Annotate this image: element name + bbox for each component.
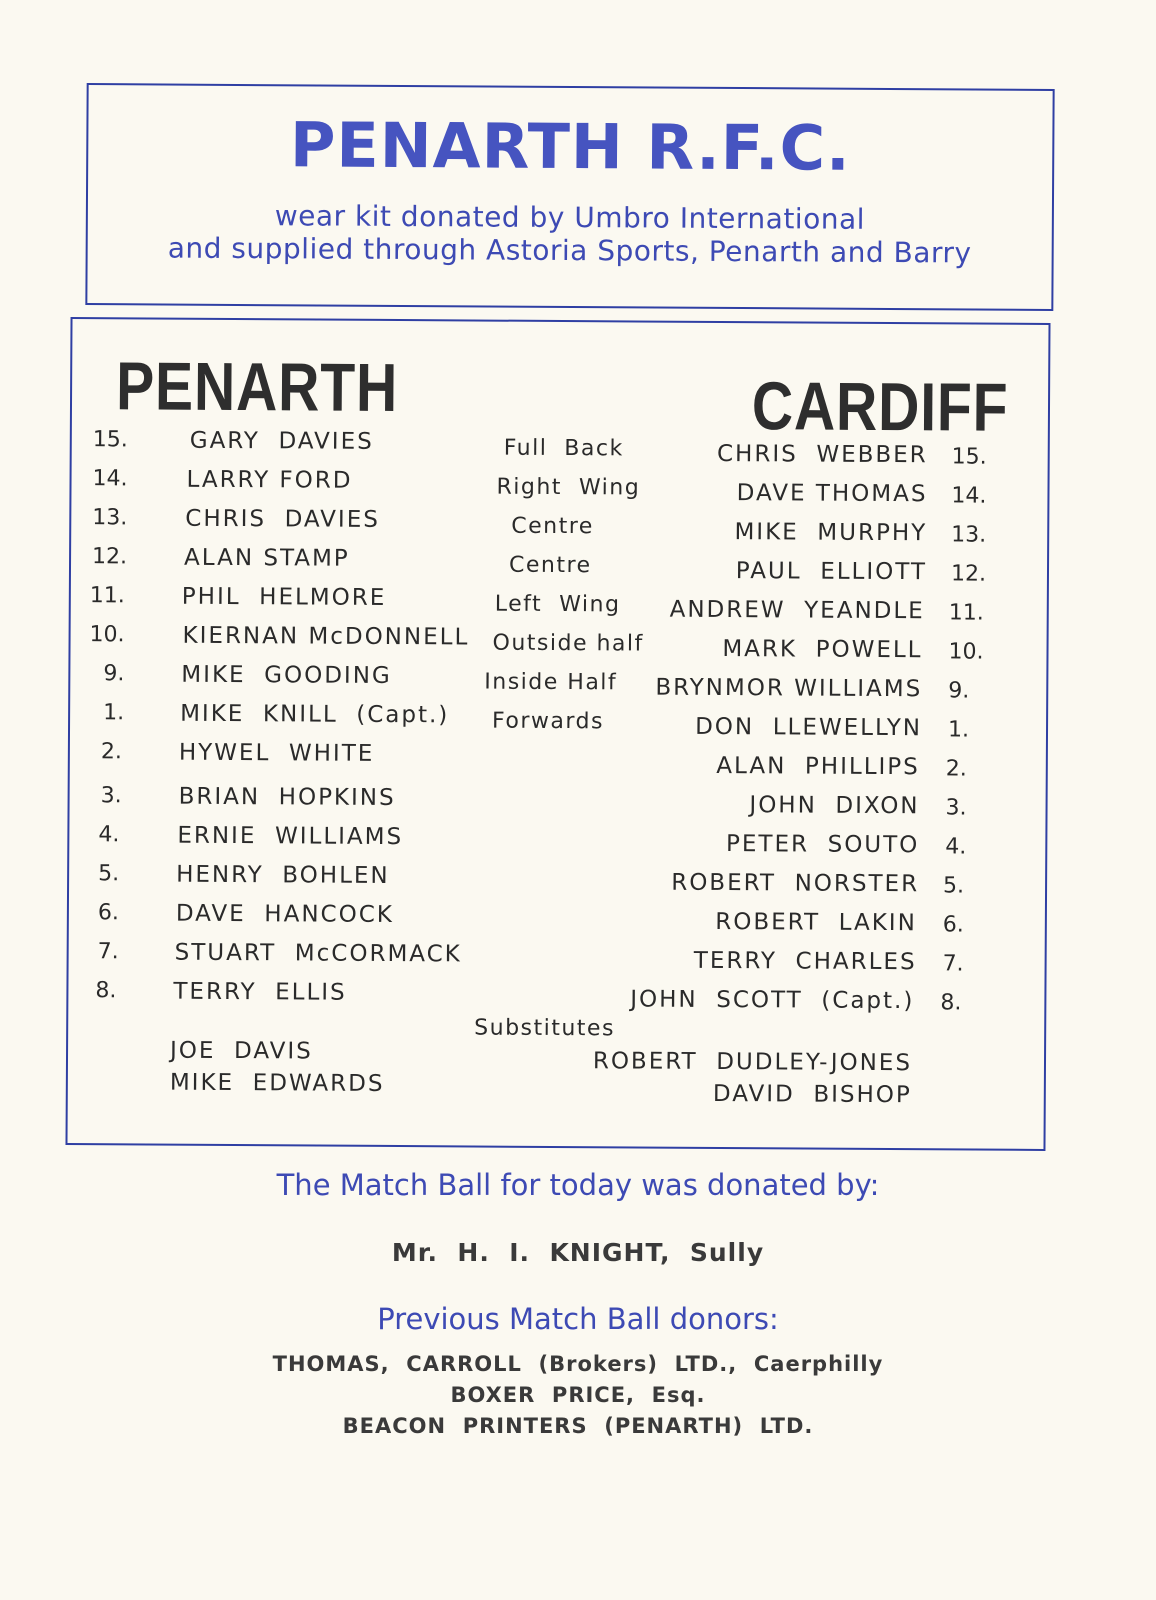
away-player-number: 9. [948, 678, 970, 704]
away-player-number: 15. [951, 444, 987, 470]
home-player-name: ALAN STAMP [183, 544, 350, 572]
position-label: Left Wing [494, 591, 621, 618]
match-ball-heading: The Match Ball for today was donated by: [276, 1168, 880, 1202]
away-player-number: 12. [950, 561, 987, 587]
home-player-name: KIERNAN McDONNELL [182, 622, 470, 651]
home-player-number: 6. [97, 900, 119, 926]
home-player-number: 10. [89, 622, 125, 648]
home-substitute: JOE DAVIS [169, 1037, 313, 1065]
position-label: Centre [511, 513, 594, 540]
position-label: Outside half [492, 630, 644, 657]
home-player-number: 4. [98, 822, 120, 848]
home-player-number: 12. [91, 544, 128, 570]
away-substitute: ROBERT DUDLEY-JONES [592, 1048, 913, 1077]
previous-donor: THOMAS, CARROLL (Brokers) LTD., Caerphilly [272, 1352, 884, 1376]
away-player-number: 10. [948, 639, 984, 665]
home-substitute: MIKE EDWARDS [169, 1069, 385, 1097]
away-player-name: DON LLEWELLYN [695, 713, 923, 742]
away-player-number: 13. [951, 522, 987, 548]
home-player-name: CHRIS DAVIES [185, 505, 380, 533]
home-player-name: HENRY BOHLEN [176, 861, 390, 889]
home-player-number: 3. [100, 783, 122, 809]
match-ball-donor: Mr. H. I. KNIGHT, Sully [391, 1238, 765, 1267]
home-player-number: 15. [92, 427, 128, 453]
substitutes-label: Substitutes [474, 1015, 616, 1042]
position-label: Inside Half [484, 669, 618, 696]
team-lineup-box [65, 317, 1050, 1151]
previous-donor: BEACON PRINTERS (PENARTH) LTD. [342, 1414, 814, 1438]
position-label: Centre [508, 552, 592, 579]
home-player-number: 2. [100, 739, 122, 765]
home-player-name: TERRY ELLIS [173, 978, 347, 1006]
away-player-name: TERRY CHARLES [693, 947, 917, 976]
kit-sponsor-box [85, 83, 1054, 311]
home-player-name: GARY DAVIES [189, 427, 374, 455]
previous-donors-heading: Previous Match Ball donors: [377, 1302, 779, 1336]
away-player-number: 2. [945, 756, 967, 782]
away-player-name: BRYNMOR WILLIAMS [655, 674, 923, 703]
away-player-number: 7. [942, 951, 964, 977]
home-player-number: 7. [97, 939, 119, 965]
away-player-name: ANDREW YEANDLE [669, 596, 925, 625]
position-label: Right Wing [496, 474, 641, 501]
away-player-name: ROBERT NORSTER [671, 869, 920, 898]
away-player-name: MIKE MURPHY [734, 519, 928, 547]
away-player-number: 8. [940, 990, 962, 1016]
away-player-number: 1. [947, 717, 970, 743]
away-player-number: 4. [945, 834, 967, 860]
home-player-name: HYWEL WHITE [178, 739, 375, 767]
away-player-number: 11. [948, 600, 984, 626]
home-player-number: 5. [98, 861, 120, 887]
away-substitute: DAVID BISHOP [712, 1080, 912, 1109]
position-label: Full Back [503, 435, 624, 462]
away-player-number: 3. [945, 795, 967, 821]
away-team-name: CARDIFF [751, 368, 1009, 446]
home-player-name: BRIAN HOPKINS [178, 783, 396, 812]
away-player-name: PETER SOUTO [725, 831, 920, 859]
away-player-name: ALAN PHILLIPS [716, 752, 920, 781]
home-player-name: MIKE GOODING [181, 661, 392, 689]
away-player-name: JOHN SCOTT (Capt.) [630, 986, 915, 1015]
away-player-number: 14. [951, 483, 987, 509]
club-title: PENARTH R.F.C. [289, 108, 851, 185]
home-player-name: STUART McCORMACK [174, 939, 462, 968]
kit-sponsor-line-2: and supplied through Astoria Sports, Penarth and Barry [167, 231, 972, 270]
away-player-name: MARK POWELL [722, 636, 923, 664]
home-player-number: 8. [95, 978, 117, 1004]
home-team-name: PENARTH [115, 348, 399, 427]
kit-sponsor-line-1: wear kit donated by Umbro International [274, 199, 866, 236]
home-player-name: LARRY FORD [186, 466, 353, 494]
home-player-name: MIKE KNILL (Capt.) [180, 700, 450, 729]
home-player-name: PHIL HELMORE [181, 583, 387, 611]
away-player-name: PAUL ELLIOTT [735, 558, 928, 586]
position-label: Forwards [492, 708, 605, 735]
away-player-number: 5. [943, 873, 965, 899]
away-player-number: 6. [942, 912, 964, 938]
away-player-name: CHRIS WEBBER [716, 440, 928, 469]
home-player-name: ERNIE WILLIAMS [177, 822, 404, 851]
previous-donor: BOXER PRICE, Esq. [450, 1383, 706, 1407]
away-player-name: DAVE THOMAS [736, 480, 928, 508]
away-player-name: JOHN DIXON [749, 792, 920, 820]
home-player-number: 11. [89, 583, 125, 609]
home-player-number: 9. [103, 661, 125, 687]
home-player-number: 14. [92, 466, 128, 492]
home-player-name: DAVE HANCOCK [175, 900, 394, 929]
home-player-number: 13. [92, 505, 128, 531]
home-player-number: 1. [103, 700, 125, 726]
away-player-name: ROBERT LAKIN [715, 908, 917, 937]
